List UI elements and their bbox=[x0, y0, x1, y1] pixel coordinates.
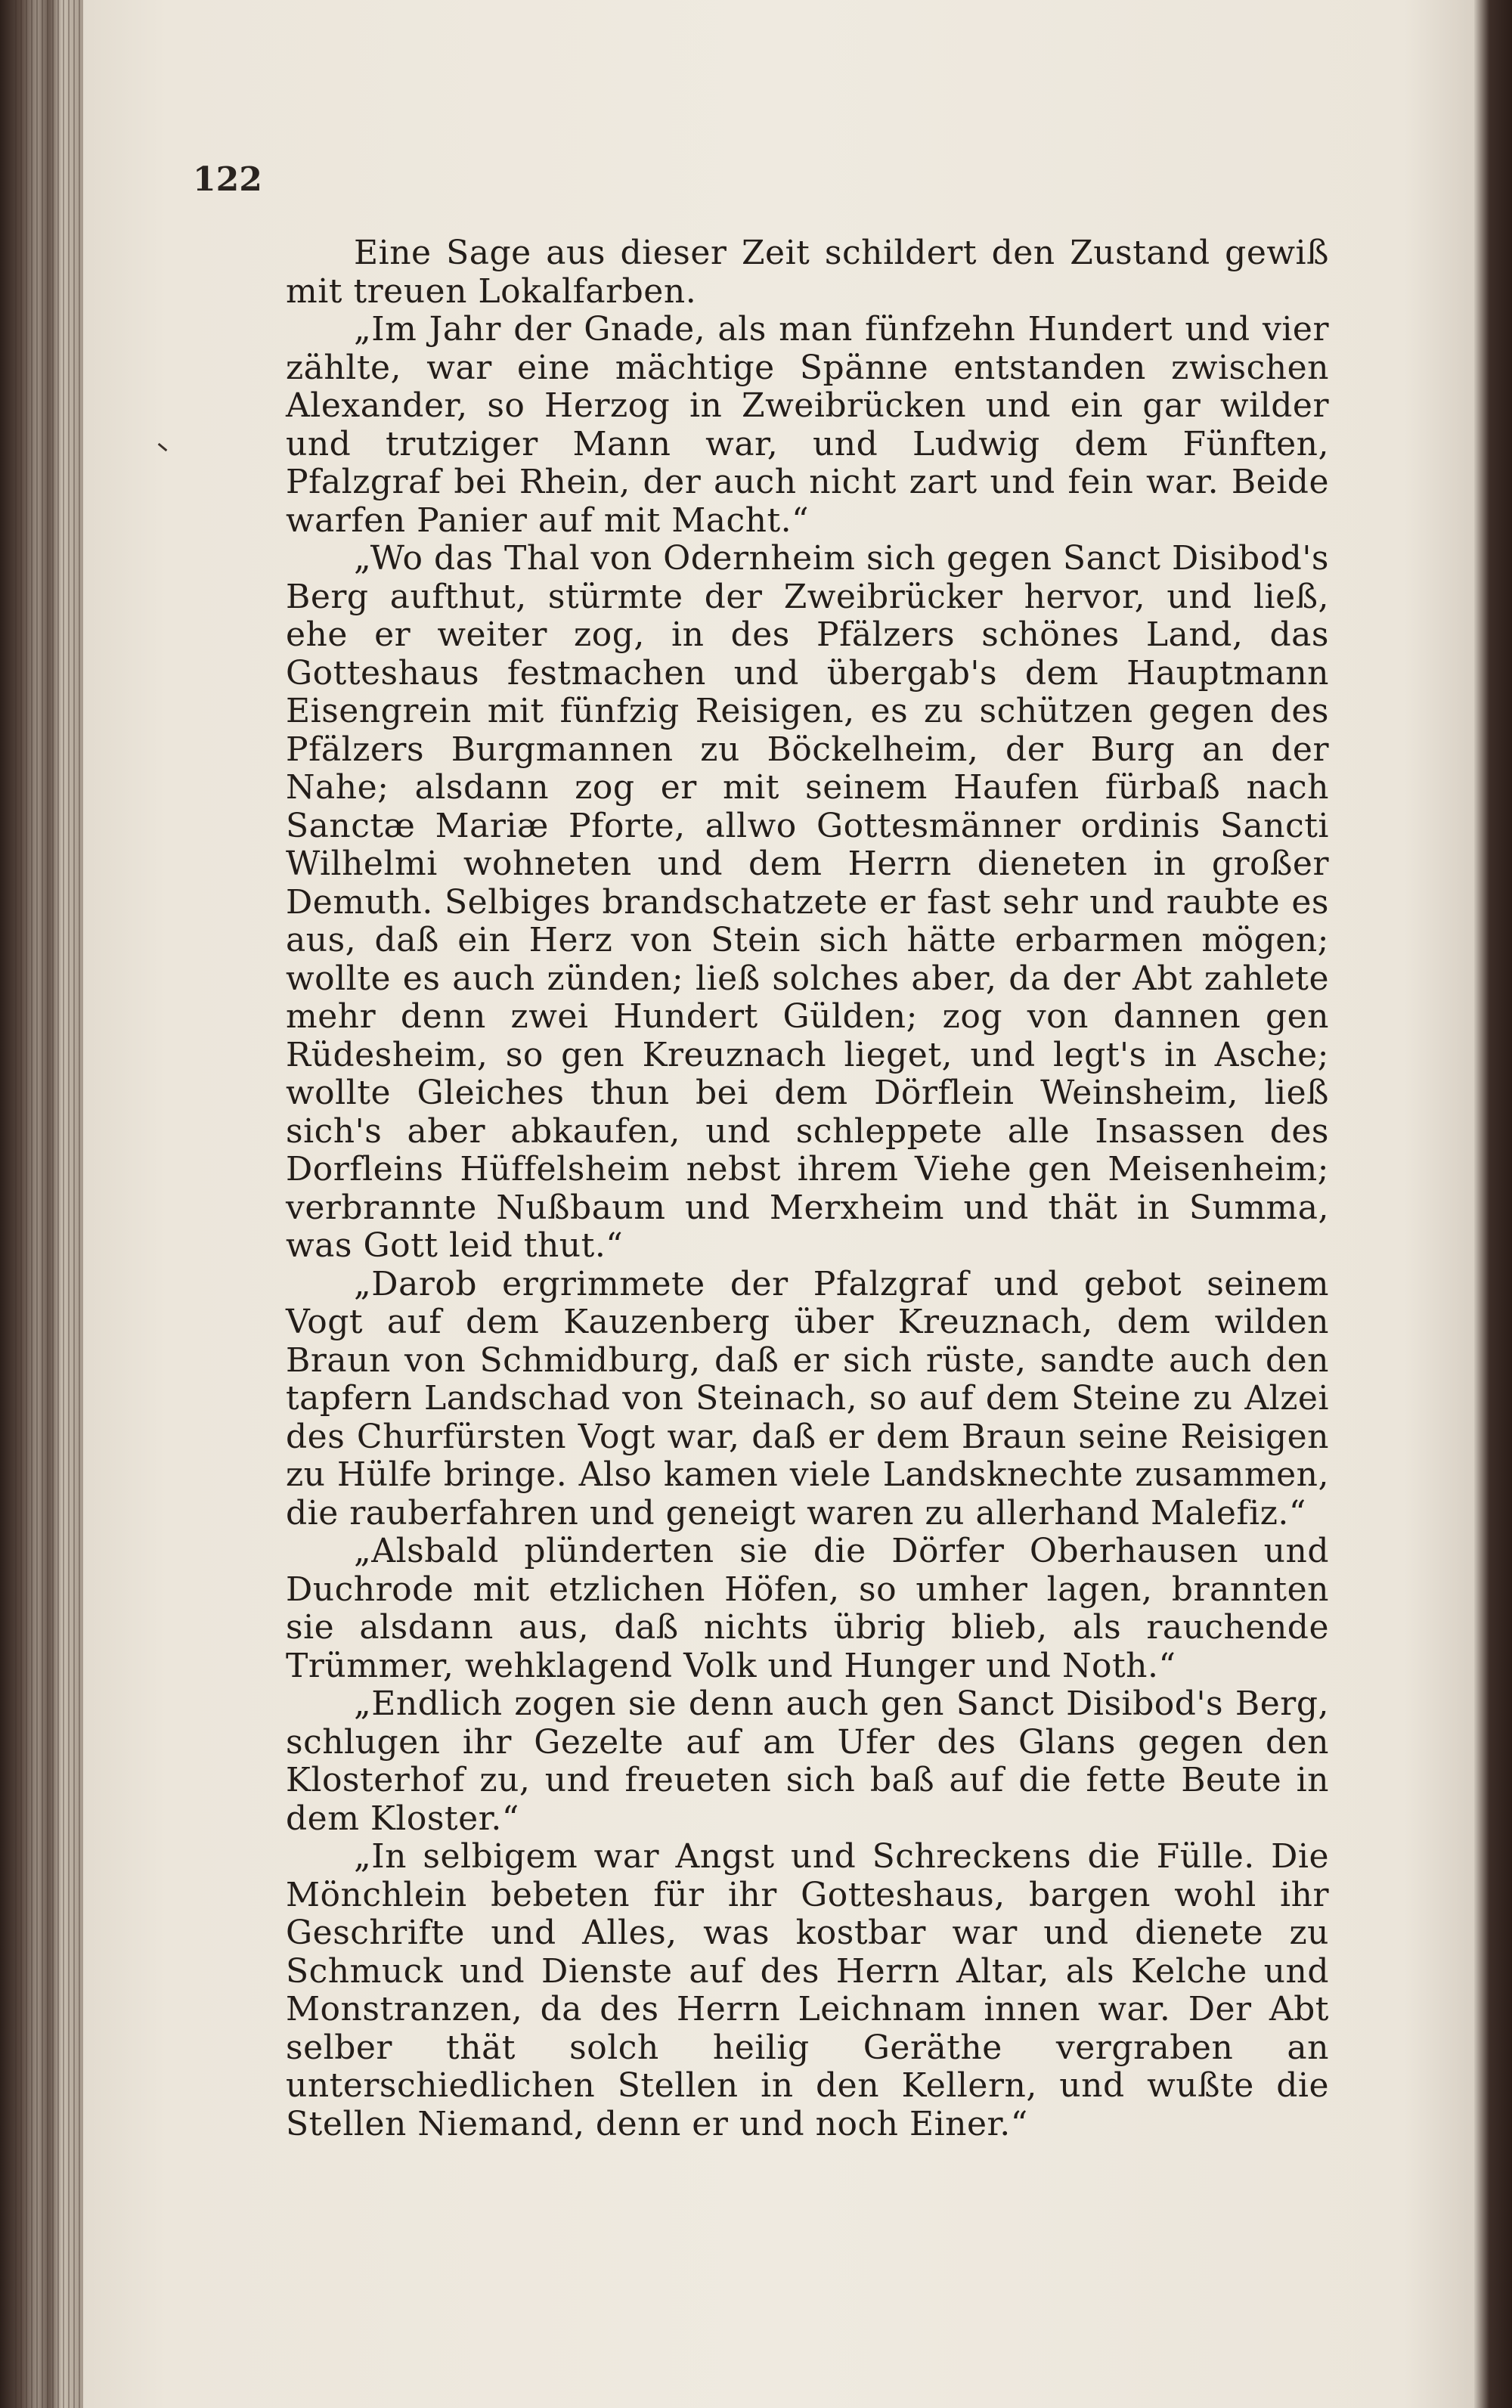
paragraph: „Wo das Thal von Odernheim sich gegen Sanct Disibod's Berg aufthut, stürmte der Zweibrücker hervor, und ließ, ehe er weiter zog, in des Pfälzers schönes Land, das Gotteshaus festmachen und übergab's dem Hauptmann Eisengrein mit fünfzig Reisigen, es zu schützen gegen des Pfälzers Burgmannen zu Böckelheim, der Burg an der Nahe; alsdann zog er mit seinem Haufen fürbaß nach Sanctæ Mariæ Pforte, allwo Gottesmänner ordinis Sancti Wilhelmi wohneten und dem Herrn dieneten in großer Demuth. Selbiges brandschatzete er fast sehr und raubte es aus, daß ein Herz von Stein sich hätte erbarmen mögen; wollte es auch zünden; ließ solches aber, da der Abt zahlete mehr denn zwei Hundert Gülden; zog von dannen gen Rüdesheim, so gen Kreuznach lieget, und legt's in Asche; wollte Gleiches thun bei dem Dörflein Weinsheim, ließ sich's aber abkaufen, und schleppete alle Insassen des Dorfleins Hüffelsheim nebst ihrem Viehe gen Meisenheim; verbrannte Nußbaum und Merxheim und thät in Summa, was Gott leid thut.“ bbox=[286, 539, 1329, 1265]
paragraph: „Im Jahr der Gnade, als man fünfzehn Hundert und vier zählte, war eine mächtige Spänne entstanden zwischen Alexander, so Herzog in Zweibrücken und ein gar wilder und trutziger Mann war, und Ludwig dem Fünften, Pfalzgraf bei Rhein, der auch nicht zart und fein war. Beide warfen Panier auf mit Macht.“ bbox=[286, 310, 1329, 540]
paragraph: „In selbigem war Angst und Schreckens die Fülle. Die Mönchlein bebeten für ihr Gotteshaus, bargen wohl ihr Geschrifte und Alles, was kostbar war und dienete zu Schmuck und Dienste auf des Herrn Altar, als Kelche und Monstranzen, da des Herrn Leichnam innen war. Der Abt selber thät solch heilig Geräthe vergraben an unterschiedlichen Stellen in den Kellern, und wußte die Stellen Niemand, denn er und noch Einer.“ bbox=[286, 1837, 1329, 2143]
book-spine-edge bbox=[0, 0, 83, 2408]
paragraph: „Endlich zogen sie denn auch gen Sanct Disibod's Berg, schlugen ihr Gezelte auf am Ufer des Glans gegen den Klosterhof zu, und freueten sich baß auf die fette Beute in dem Kloster.“ bbox=[286, 1684, 1329, 1838]
paragraph: „Darob ergrimmete der Pfalzgraf und gebot seinem Vogt auf dem Kauzenberg über Kreuznach, dem wilden Braun von Schmidburg, daß er sich rüste, sandte auch den tapfern Landschad von Steinach, so auf dem Steine zu Alzei des Churfürsten Vogt war, daß er dem Braun seine Reisigen zu Hülfe bringe. Also kamen viele Landsknechte zusammen, die rauberfahren und geneigt waren zu allerhand Malefiz.“ bbox=[286, 1264, 1329, 1533]
body-text bbox=[286, 234, 1329, 2143]
page-number: 122 bbox=[193, 160, 262, 199]
paragraph: „Alsbald plünderten sie die Dörfer Oberhausen und Duchrode mit etzlichen Höfen, so umher lagen, brannten sie alsdann aus, daß nichts übrig blieb, als rauchende Trümmer, wehklagend Volk und Hunger und Noth.“ bbox=[286, 1532, 1329, 1685]
book-fore-edge bbox=[1474, 0, 1512, 2408]
paragraph: Eine Sage aus dieser Zeit schildert den Zustand gewiß mit treuen Lokalfarben. bbox=[286, 234, 1329, 311]
